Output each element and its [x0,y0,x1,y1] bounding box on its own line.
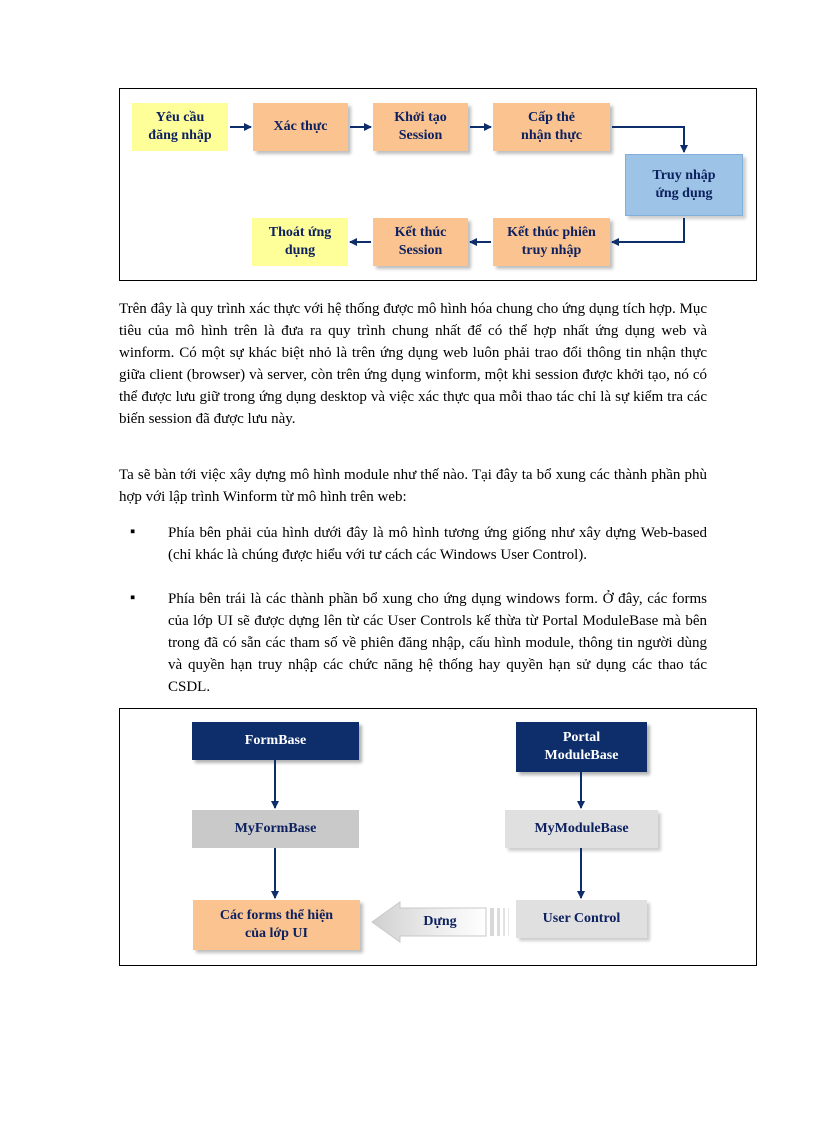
build-arrow-stripe [508,908,509,936]
paragraph-module-intro: Ta sẽ bàn tới việc xây dựng mô hình module như thế nào. Tại đây ta bổ xung các thành phần phù hợp với lập trình Winform từ mô hình trên web: [119,467,707,505]
bullet-marker: ▪ [130,524,136,540]
paragraph-auth-description: Trên đây là quy trình xác thực với hệ thống được mô hình hóa chung cho ứng dụng tích hợp. Mục tiêu của mô hình trên là đưa ra quy trình chung nhất để có thể hợp nhất ứng dụng web và winform. Có một sự khác biệt nhỏ là trên ứng dụng web luôn phải trao đổi thông tin nhận thực giữa client (browser) và server, còn trên ứng dụng winform, một khi session được khởi tạo, nó có thể được lưu giữ trong ứng dụng desktop và việc xác thực qua mỗi thao tác chỉ là sự kiểm tra các biến session đã được lưu này. [119,301,707,427]
box-mymodulebase: MyModuleBase [505,810,658,848]
build-arrow-label: Dựng [423,914,457,929]
box-user-control: User Control [516,900,647,938]
box-authenticate: Xác thực [253,103,348,151]
box-login-request: Yêu cầu đăng nhập [132,103,228,151]
box-myformbase: MyFormBase [192,810,359,848]
box-exit-app: Thoát ứng dụng [252,218,348,266]
box-portal-modulebase: Portal ModuleBase [516,722,647,772]
box-issue-ticket: Cấp thẻ nhận thực [493,103,610,151]
bullet-marker: ▪ [130,590,136,606]
box-init-session: Khởi tạo Session [373,103,468,151]
bullet-item-left-side: Phía bên trái là các thành phần bổ xung cho ứng dụng windows form. Ở đây, các forms của lớp UI sẽ được dựng lên từ các User Controls kế thừa từ Portal ModuleBase mà bên trong đã có sẵn các tham số về phiên đăng nhập, cấu hình module, thông tin người dùng và quyền hạn truy nhập các chức năng hệ thống hay quyền hạn sử dụng các thao tác CSDL. [168,591,707,695]
build-arrow-stripe [497,908,500,936]
box-forms-ui: Các forms thể hiện của lớp UI [193,900,360,950]
build-arrow-stripe [503,908,505,936]
build-arrow-stripe [490,908,494,936]
box-formbase: FormBase [192,722,359,760]
box-end-session: Kết thúc Session [373,218,468,266]
box-access-app: Truy nhập ứng dụng [625,154,743,216]
bullet-item-right-side: Phía bên phải của hình dưới đây là mô hình tương ứng giống như xây dựng Web-based (chỉ khác là chúng được hiểu với tư cách các Windows User Control). [168,525,707,563]
box-end-access: Kết thúc phiên truy nhập [493,218,610,266]
